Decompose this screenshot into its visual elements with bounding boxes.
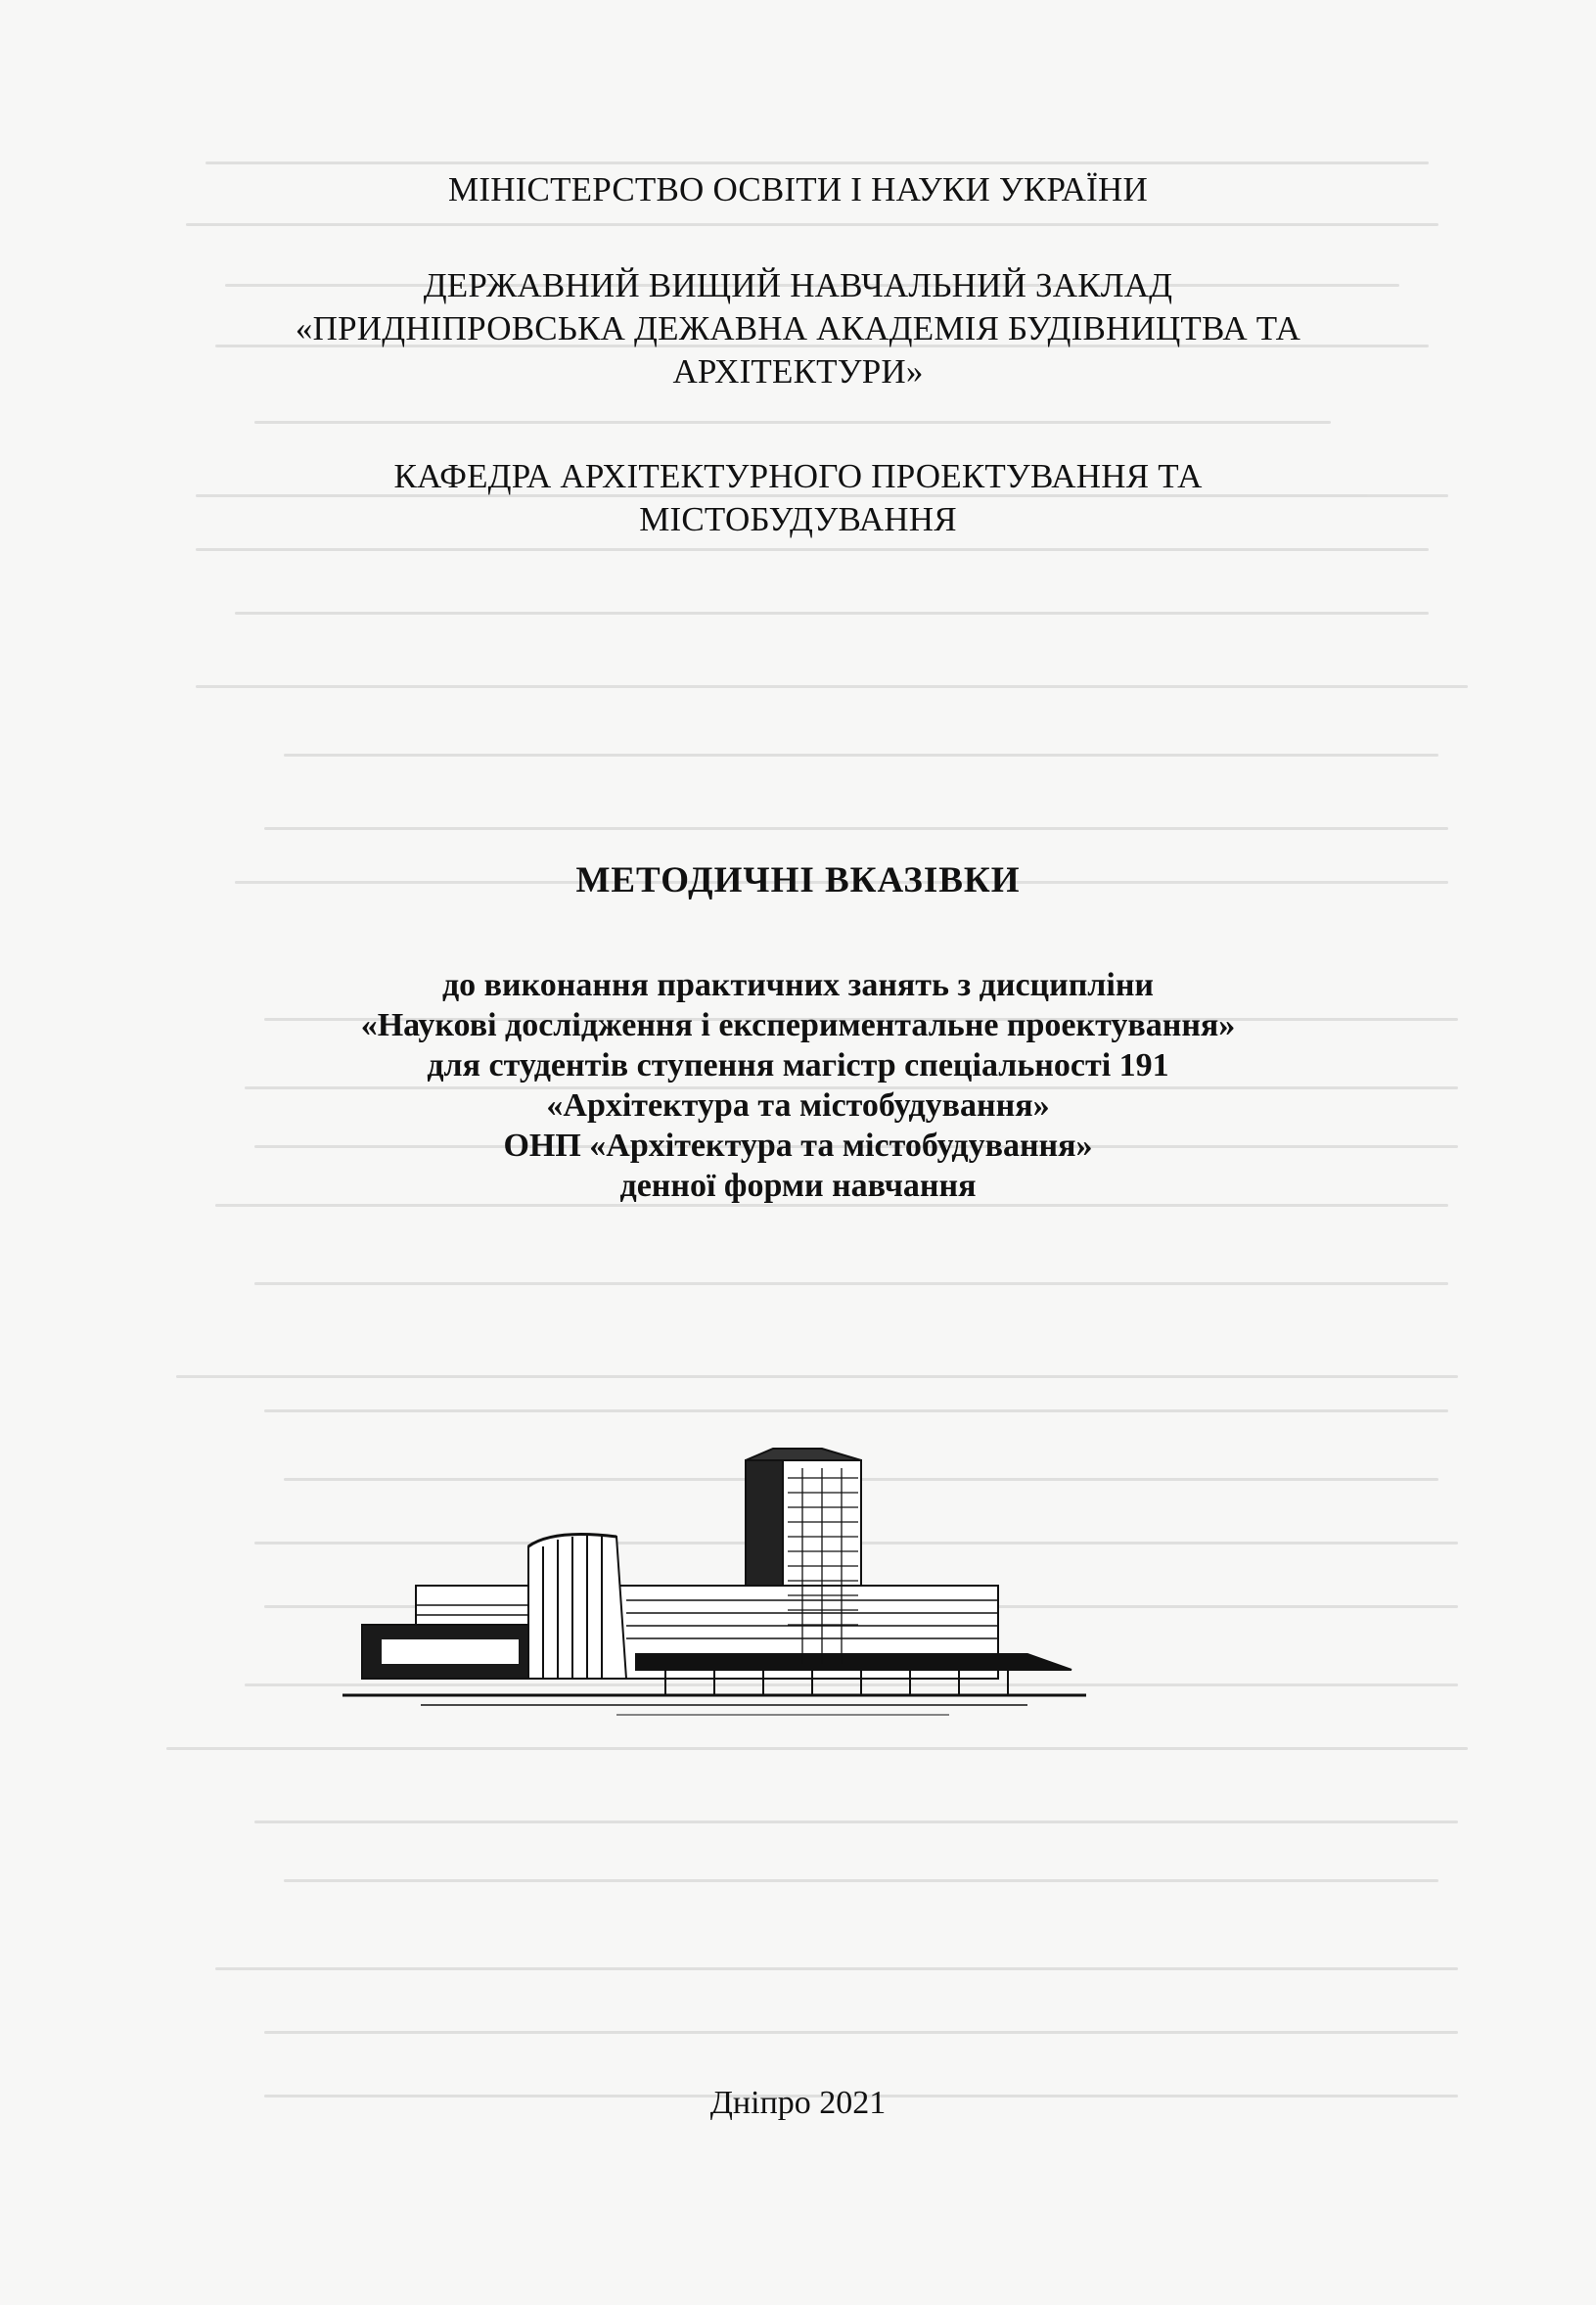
department-line-1: КАФЕДРА АРХІТЕКТУРНОГО ПРОЕКТУВАННЯ ТА: [393, 457, 1203, 495]
institution-line-1: ДЕРЖАВНИЙ ВИЩИЙ НАВЧАЛЬНИЙ ЗАКЛАД: [423, 266, 1173, 304]
document-title: МЕТОДИЧНІ ВКАЗІВКИ: [575, 860, 1021, 900]
institution-heading: [0, 264, 1596, 393]
building-engraving-icon: [342, 1439, 1086, 1732]
subtitle-line-6: денної форми навчання: [619, 1168, 977, 1204]
subtitle-line-5: ОНП «Архітектура та містобудування»: [503, 1128, 1093, 1164]
institution-line-2: «ПРИДНІПРОВСЬКА ДЕЖАВНА АКАДЕМІЯ БУДІВНИЦТВА ТА: [295, 309, 1301, 347]
department-heading: [0, 455, 1596, 541]
department-line-2: МІСТОБУДУВАННЯ: [639, 500, 957, 538]
subtitle-line-3: для студентів ступення магістр спеціальності 191: [427, 1047, 1169, 1083]
ministry-line: МІНІСТЕРСТВО ОСВІТИ І НАУКИ УКРАЇНИ: [448, 170, 1148, 208]
document-subtitle: [0, 965, 1596, 1206]
subtitle-line-2: «Наукові дослідження і експериментальне проектування»: [360, 1007, 1236, 1043]
subtitle-line-4: «Архітектура та містобудування»: [546, 1087, 1050, 1124]
ministry-heading: [0, 168, 1596, 211]
subtitle-line-1: до виконання практичних занять з дисципліни: [441, 967, 1155, 1003]
place-year: Дніпро 2021: [709, 2085, 887, 2121]
institution-line-3: АРХІТЕКТУРИ»: [672, 352, 924, 391]
